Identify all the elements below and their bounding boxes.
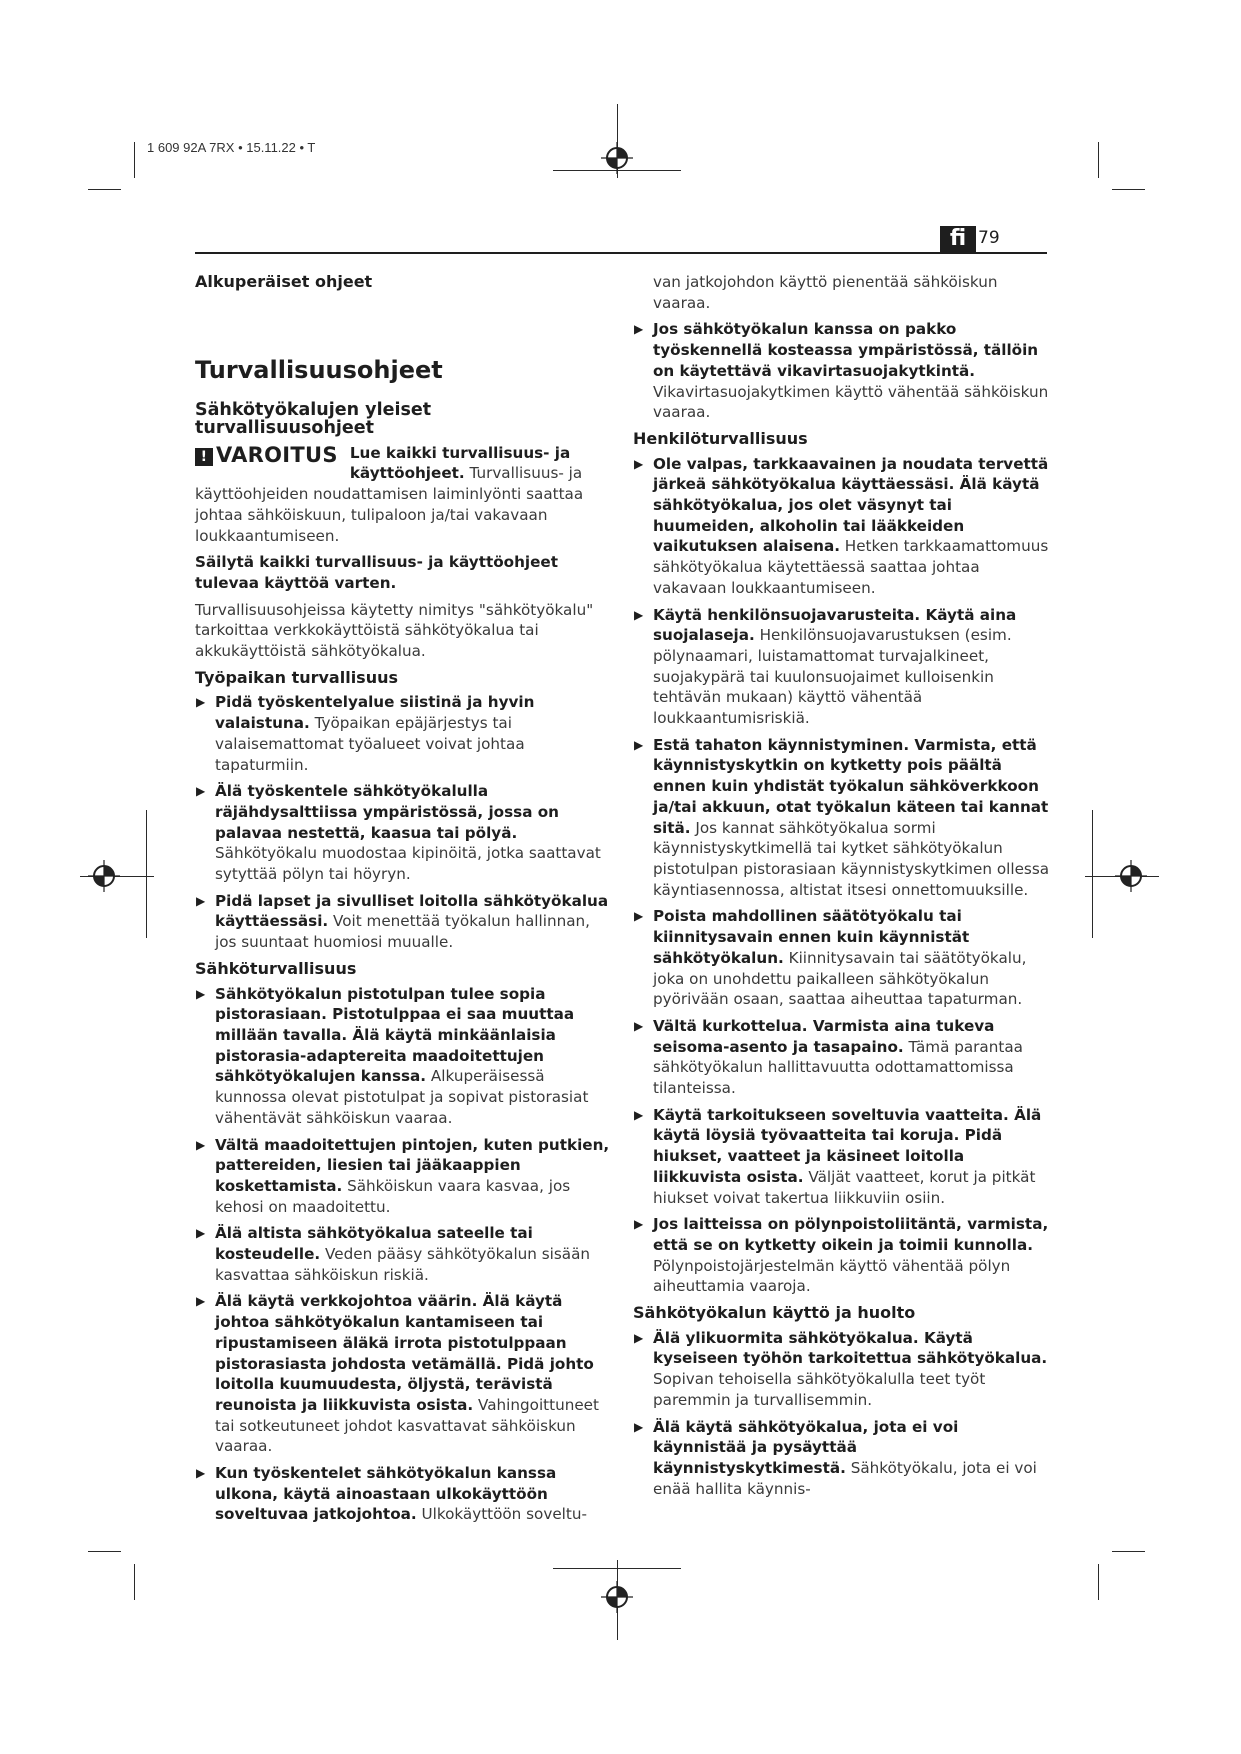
item-bold: Älä altista sähkötyökalua sateelle tai kosteudelle.: [215, 1224, 533, 1264]
crop-mark: [88, 1551, 121, 1552]
item-text: Henkilönsuojavarustuksen (esim. pölynaamari, luistamattomat turvajalkineet, suojakypärä tai kuulonsuojaimet kulloisenkin tehtävän mukaan) käyttö vähentää loukkaantumisriskiä.: [653, 626, 1012, 728]
item-bold: Käytä henkilönsuojavarusteita. Käytä aina suojalaseja.: [653, 605, 1017, 645]
warning-triangle-icon: !: [195, 448, 213, 466]
list-item: [633, 454, 1053, 599]
list-item: [633, 1105, 1053, 1209]
continuation-text: van jatkojohdon käyttö pienentää sähköiskun vaaraa.: [653, 273, 998, 312]
list-item: [633, 1016, 1053, 1099]
warning-text: Turvallisuus- ja käyttöohjeiden noudattamisen laiminlyönti saattaa johtaa sähköiskuun, tulipaloon ja/tai vakavaan loukkaantumiseen.: [195, 464, 584, 545]
print-slug: 1 609 92A 7RX • 15.11.22 • T: [147, 140, 316, 155]
bullet-arrow-icon: ▶: [196, 1226, 206, 1241]
item-bold: Poista mahdollinen säätötyökalu tai kiinnitysavain ennen kuin käynnistät sähkötyökalun.: [653, 907, 970, 967]
list-item: [195, 891, 615, 953]
registration-line: [146, 810, 147, 938]
definition-text: Turvallisuusohjeissa käytetty nimitys "sähkötyökalu" tarkoittaa verkkokäyttöistä sähkötyökalua tai akkukäyttöistä sähkötyökalua.: [195, 600, 594, 661]
bullet-arrow-icon: ▶: [196, 986, 206, 1001]
list-item: [633, 1417, 1053, 1500]
item-text: Vahingoittuneet tai sotkeutuneet johdot kasvattavat sähköiskun vaaraa.: [215, 1395, 599, 1456]
registration-mark-icon: [597, 1577, 637, 1617]
left-column: [195, 272, 615, 1531]
crop-mark: [1098, 142, 1099, 178]
item-bold: Jos laitteissa on pölynpoistoliitäntä, varmista, että se on kytketty oikein ja toimii kunnolla.: [653, 1215, 1049, 1254]
item-bold: Älä työskentele sähkötyökalulla räjähdysalttiissa ympäristössä, jossa on palavaa nestettä, kaasua tai pölyä.: [215, 782, 559, 842]
list-item: [195, 984, 615, 1129]
list-item: [633, 319, 1053, 423]
header-rule: [195, 252, 1047, 254]
bullet-arrow-icon: ▶: [634, 909, 644, 924]
list-item: [633, 906, 1053, 1010]
warning-bold-text: Lue kaikki turvallisuus- ja käyttöohjeet.: [349, 443, 571, 483]
crop-mark: [1112, 1551, 1145, 1552]
item-text: Sähkötyökalu, jota ei voi enää hallita käynnis-: [653, 1458, 1037, 1498]
crop-mark: [134, 142, 135, 178]
item-bold: Pidä työskentelyalue siistinä ja hyvin valaistuna.: [215, 693, 535, 733]
item-bold: Vältä maadoitettujen pintojen, kuten putkien, pattereiden, liesien tai jääkaappien koskettamista.: [215, 1135, 610, 1195]
item-text: Tämä parantaa sähkötyökalun hallittavuutta odottamattomissa tilanteissa.: [653, 1037, 1023, 1098]
item-text: Sähköiskun vaara kasvaa, jos kehosi on maadoitettu.: [215, 1176, 571, 1216]
item-bold: Kun työskentelet sähkötyökalun kanssa ulkona, käytä ainoastaan ulkokäyttöön soveltuvaa jatkojohtoa.: [215, 1464, 557, 1524]
crop-mark: [1112, 189, 1145, 190]
item-bold: Vältä kurkottelua. Varmista aina tukeva seisoma-asento ja tasapaino.: [653, 1016, 995, 1056]
bullet-arrow-icon: ▶: [196, 893, 206, 908]
item-bold: Ole valpas, tarkkaavainen ja noudata tervettä järkeä sähkötyökalua käyttäessäsi. Älä käytä sähkötyökalua, jos olet väsynyt tai huumeiden, alkoholin tai lääkkeiden vaikutuksen alaisena.: [653, 454, 1049, 556]
section-heading: Henkilöturvallisuus: [633, 428, 808, 448]
page-title: Turvallisuusohjeet: [195, 355, 443, 384]
section-heading: Sähköturvallisuus: [195, 958, 357, 978]
section-heading: Sähkötyökalun käyttö ja huolto: [633, 1303, 916, 1323]
item-bold: Älä käytä verkkojohtoa väärin. Älä käytä johtoa sähkötyökalun kantamiseen tai ripustamiseen äläkä irrota pistotulppaan pistorasiasta johdosta vetämällä. Pidä johto loitolla kuumuudesta, öljystä, terävistä reunoista ja liikkuvista osista.: [215, 1292, 594, 1414]
section-heading: Työpaikan turvallisuus: [195, 667, 399, 687]
right-column: [633, 272, 1053, 1505]
crop-mark: [134, 1564, 135, 1600]
item-text: Työpaikan epäjärjestys tai valaisemattomat työalueet voivat johtaa tapaturmiin.: [215, 714, 525, 774]
item-text: Sähkötyökalu muodostaa kipinöitä, jotka saattavat sytyttää pölyn tai höyryn.: [215, 844, 601, 884]
bullet-arrow-icon: ▶: [196, 1294, 206, 1309]
bullet-arrow-icon: ▶: [196, 1466, 206, 1481]
item-bold: Sähkötyökalun pistotulpan tulee sopia pistorasiaan. Pistotulppaa ei saa muuttaa millään tavalla. Älä käytä minkäänlaisia pistorasia-adaptereita maadoitettujen sähkötyökalujen kanssa.: [215, 984, 575, 1086]
list-item: [633, 605, 1053, 729]
section-subtitle: Sähkötyökalujen yleiset turvallisuusohjeet: [195, 399, 432, 438]
item-text: Alkuperäisessä kunnossa olevat pistotulpat ja sopivat pistorasiat vähentävät sähköiskun vaaraa.: [215, 1067, 589, 1127]
bullet-arrow-icon: ▶: [634, 1107, 644, 1122]
registration-mark-icon: [84, 856, 124, 896]
registration-mark-icon: [597, 138, 637, 178]
list-item: [195, 1135, 615, 1218]
item-text: Jos kannat sähkötyökalua sormi käynnistyskytkimellä tai kytket sähkötyökalun pistotulpan pistorasiaan käynnistyskytkimen ollessa käyntiasennossa, altistat itsesi onnettomuuksille.: [653, 818, 1050, 899]
item-bold: Jos sähkötyökalun kanssa on pakko työskennellä kosteassa ympäristössä, tällöin on käytettävä vikavirtasuojakytkintä.: [653, 320, 1039, 380]
item-text: Väljät vaatteet, korut ja pitkät hiukset voivat takertua liikkuviin osiin.: [653, 1167, 1036, 1207]
registration-mark-icon: [1111, 856, 1151, 896]
bullet-arrow-icon: ▶: [196, 1137, 206, 1152]
item-text: Ulkokäyttöön soveltu-: [421, 1505, 587, 1524]
item-text: Veden pääsy sähkötyökalun sisään kasvattaa sähköiskun riskiä.: [215, 1245, 591, 1284]
item-text: Sopivan tehoisella sähkötyökalulla teet työt paremmin ja turvallisemmin.: [653, 1370, 986, 1409]
bullet-arrow-icon: ▶: [634, 737, 644, 752]
bullet-arrow-icon: ▶: [634, 1419, 644, 1434]
item-bold: Älä käytä sähkötyökalua, jota ei voi käynnistää ja pysäyttää käynnistyskytkimestä.: [653, 1417, 959, 1477]
item-text: Kiinnitysavain tai säätötyökalu, joka on unohdettu paikalleen sähkötyökalun pyörivään osaan, saattaa aiheuttaa tapaturman.: [653, 948, 1027, 1009]
bullet-arrow-icon: ▶: [634, 1217, 644, 1232]
registration-line: [1092, 810, 1093, 938]
keep-instructions: Säilytä kaikki turvallisuus- ja käyttöohjeet tulevaa käyttöä varten.: [195, 553, 558, 592]
item-bold: Älä ylikuormita sähkötyökalua. Käytä kyseiseen työhön tarkoitettua sähkötyökalua.: [653, 1328, 1048, 1368]
item-text: Vikavirtasuojakytkimen käyttö vähentää sähköiskun vaaraa.: [653, 382, 1049, 422]
item-bold: Käytä tarkoitukseen soveltuvia vaatteita. Älä käytä löysiä työvaatteita tai koruja. Pidä hiukset, vaatteet ja käsineet loitolla liikkuvista osista.: [653, 1105, 1042, 1186]
list-item: [195, 1463, 615, 1525]
warning-block: [195, 443, 615, 547]
list-item: [633, 1214, 1053, 1297]
list-item: [195, 1223, 615, 1285]
registration-line: [553, 1568, 681, 1569]
item-bold: Pidä lapset ja sivulliset loitolla sähkötyökalua käyttäessäsi.: [215, 891, 609, 931]
bullet-arrow-icon: ▶: [634, 1330, 644, 1345]
item-text: Hetken tarkkaamattomuus sähkötyökalua käytettäessä saattaa johtaa vakavaan loukkaantumiseen.: [653, 537, 1049, 597]
list-item: [195, 781, 615, 885]
crop-mark: [1098, 1564, 1099, 1600]
list-item: [195, 1291, 615, 1457]
crop-mark: [88, 189, 121, 190]
item-text: Voit menettää työkalun hallinnan, jos suuntaat huomiosi muualle.: [215, 912, 590, 952]
bullet-arrow-icon: ▶: [196, 695, 206, 710]
item-text: Pölynpoistojärjestelmän käyttö vähentää pölyn aiheuttamia vaaroja.: [653, 1256, 1011, 1296]
warning-label: VAROITUS: [216, 442, 338, 467]
warning-badge: [195, 443, 338, 467]
list-item: [633, 735, 1053, 901]
bullet-arrow-icon: ▶: [634, 456, 644, 471]
language-badge: fi: [940, 226, 976, 252]
bullet-arrow-icon: ▶: [634, 322, 644, 337]
original-instructions-heading: Alkuperäiset ohjeet: [195, 272, 373, 291]
page-number: 79: [978, 228, 1000, 248]
list-item: [633, 1328, 1053, 1411]
list-item: [195, 692, 615, 775]
bullet-arrow-icon: ▶: [634, 1018, 644, 1033]
bullet-arrow-icon: ▶: [634, 607, 644, 622]
item-bold: Estä tahaton käynnistyminen. Varmista, että käynnistyskytkin on kytketty pois päältä ennen kuin yhdistät työkalun sähköverkkoon ja/tai akkuun, otat työkalun käteen tai kannat sitä.: [653, 735, 1049, 837]
bullet-arrow-icon: ▶: [196, 784, 206, 799]
